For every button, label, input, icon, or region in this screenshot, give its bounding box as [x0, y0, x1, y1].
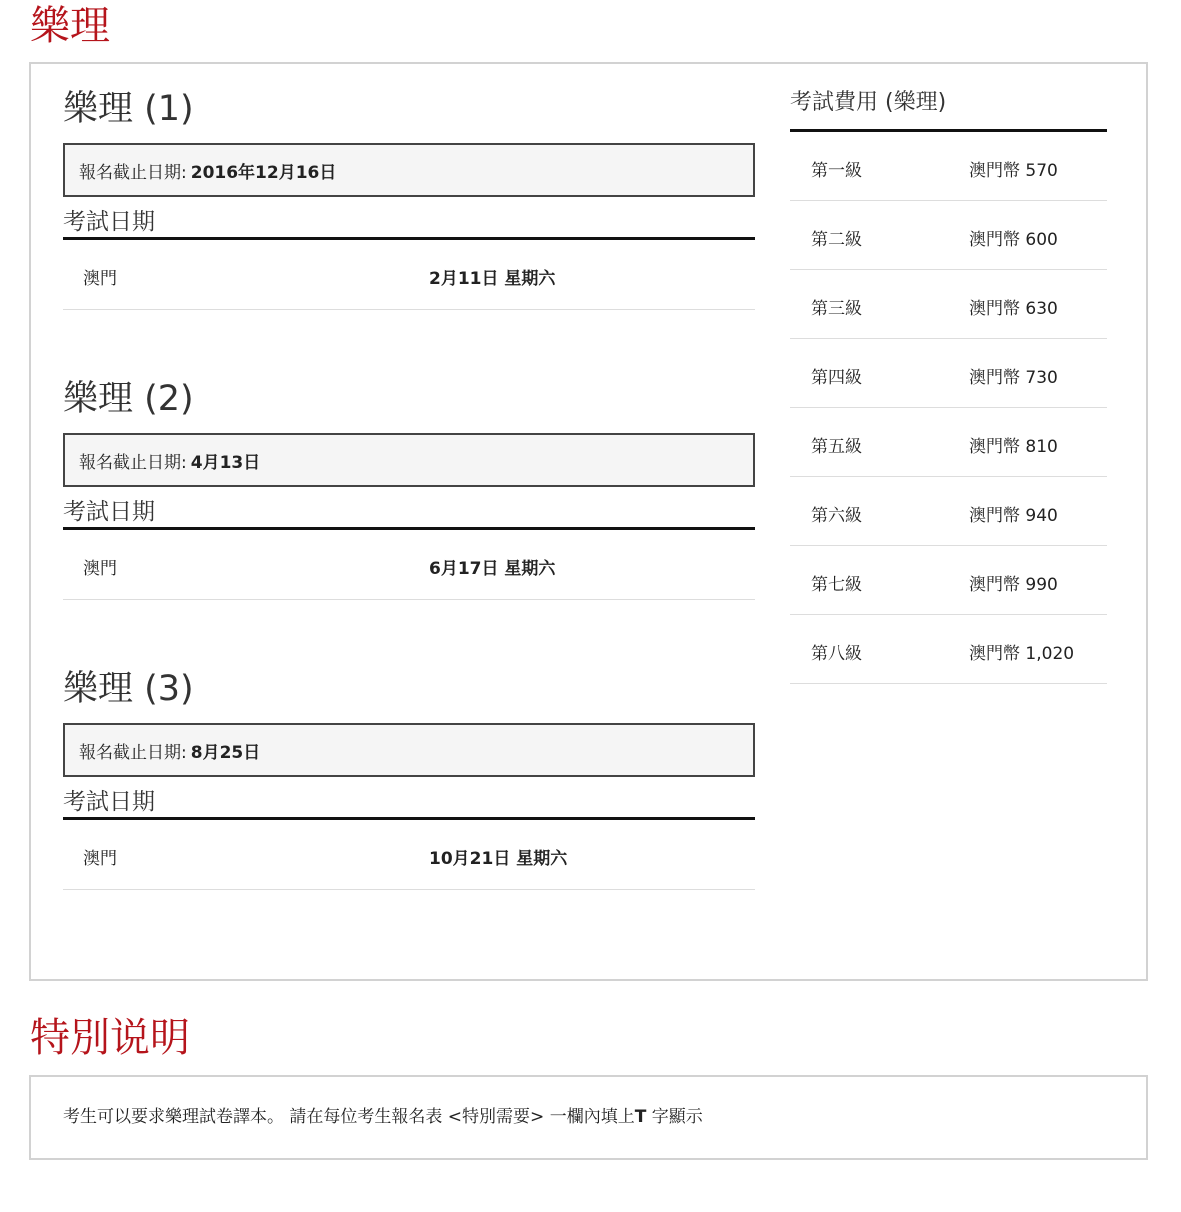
fee-row — [790, 546, 1107, 615]
exam-place: 澳門 — [83, 269, 117, 289]
fee-amount: 澳門幣 570 — [969, 161, 1058, 181]
note-text-before: 考生可以要求樂理試卷譯本。 請在每位考生報名表 <特別需要> 一欄內填上 — [63, 1107, 635, 1127]
exam-date-row — [63, 240, 755, 310]
deadline-value: 8月25日 — [190, 742, 261, 763]
exam-date-row — [63, 820, 755, 890]
exam-date: 6月17日 星期六 — [429, 559, 556, 579]
fee-row — [790, 339, 1107, 408]
exam-date: 2月11日 星期六 — [429, 269, 556, 289]
fee-amount: 澳門幣 990 — [969, 575, 1058, 595]
fee-grade: 第七級 — [811, 575, 862, 595]
fee-grade: 第四級 — [811, 368, 862, 388]
fee-grade: 第一級 — [811, 161, 862, 181]
fee-grade: 第八級 — [811, 644, 862, 664]
special-notes-title: 特別说明 — [30, 1015, 190, 1061]
fee-row — [790, 477, 1107, 546]
exam-dates-heading: 考試日期 — [63, 785, 755, 820]
exam-heading: 樂理 (1) — [63, 89, 194, 129]
deadline-box — [63, 723, 755, 777]
fee-amount: 澳門幣 600 — [969, 230, 1058, 250]
fee-grade: 第五級 — [811, 437, 862, 457]
fee-amount: 澳門幣 730 — [969, 368, 1058, 388]
fee-grade: 第六級 — [811, 506, 862, 526]
fee-row — [790, 201, 1107, 270]
exam-place: 澳門 — [83, 849, 117, 869]
deadline-value: 2016年12月16日 — [190, 162, 337, 183]
fee-row — [790, 615, 1107, 684]
fee-amount: 澳門幣 810 — [969, 437, 1058, 457]
exam-date-row — [63, 530, 755, 600]
deadline-label: 報名截止日期: — [79, 162, 187, 183]
fee-row — [790, 270, 1107, 339]
page-title: 樂理 — [30, 3, 110, 49]
fee-amount: 澳門幣 940 — [969, 506, 1058, 526]
exam-date: 10月21日 星期六 — [429, 849, 568, 869]
fee-amount: 澳門幣 1,020 — [969, 644, 1075, 664]
theory-panel — [29, 62, 1148, 981]
deadline-box — [63, 433, 755, 487]
deadline-label: 報名截止日期: — [79, 742, 187, 763]
fee-row — [790, 132, 1107, 201]
note-text-after: 字顯示 — [646, 1107, 703, 1127]
fee-heading: 考試費用 (樂理) — [790, 84, 1107, 132]
note-text-bold: T — [634, 1107, 647, 1127]
exam-dates-heading: 考試日期 — [63, 205, 755, 240]
special-note-text — [63, 1102, 703, 1127]
fee-row — [790, 408, 1107, 477]
exam-dates-heading: 考試日期 — [63, 495, 755, 530]
exam-place: 澳門 — [83, 559, 117, 579]
exam-heading: 樂理 (2) — [63, 379, 194, 419]
deadline-value: 4月13日 — [190, 452, 261, 473]
deadline-label: 報名截止日期: — [79, 452, 187, 473]
exam-heading: 樂理 (3) — [63, 669, 194, 709]
fee-grade: 第三級 — [811, 299, 862, 319]
fee-grade: 第二級 — [811, 230, 862, 250]
fee-amount: 澳門幣 630 — [969, 299, 1058, 319]
deadline-box — [63, 143, 755, 197]
special-notes-panel — [29, 1075, 1148, 1160]
